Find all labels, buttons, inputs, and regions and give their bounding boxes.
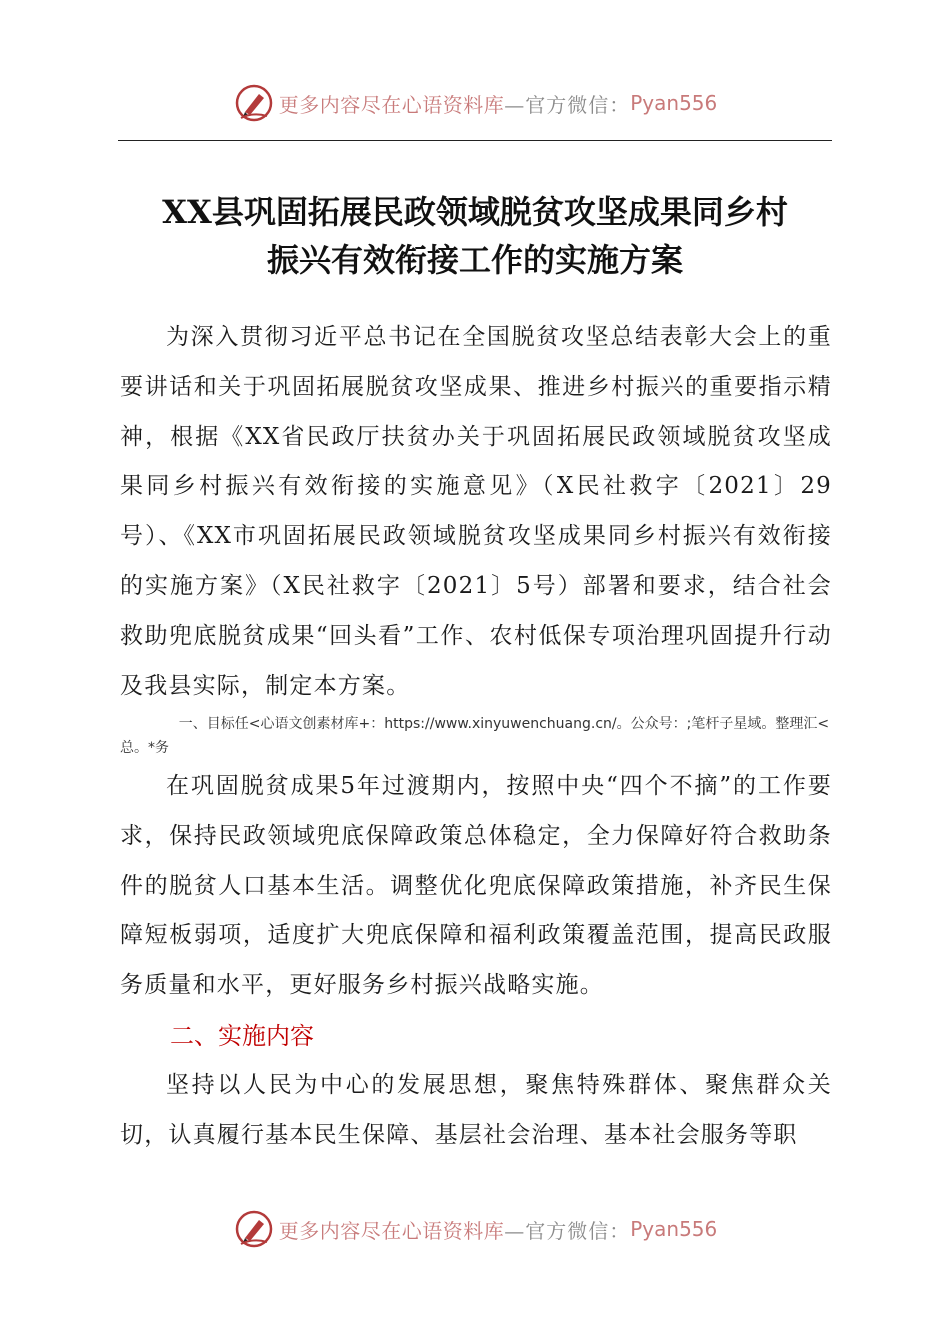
contents-paragraph: 坚持以人民为中心的发展思想，聚焦特殊群体、聚焦群众关切，认真履行基本民生保障、基层社会治理、基本社会服务等职 [120,1072,832,1148]
header-banner [0,78,950,128]
footer-wechat-label: —官方微信： [504,1218,631,1243]
footer-banner [0,1204,950,1254]
banner-wechat-account: Pyan556 [630,91,718,115]
intro-paragraph: 为深入贯彻习近平总书记在全国脱贫攻坚总结表彰大会上的重要讲话和关于巩固拓展脱贫攻坚成果、推进乡村振兴的重要指示精神，根据《XX省民政厅扶贫办关于巩固拓展民政领域脱贫攻坚成果同乡村振兴有效衔接的实施意见》（X民社救字〔2021〕29号）、《XX市巩固拓展民政领域脱贫攻坚成果同乡村振兴有效衔接的实施方案》（X民社救字〔2021〕5号）部署和要求，结合社会救助兜底脱贫成果“回头看”工作、农村低保专项治理巩固提升行动及我县实际，制定本方案。 [120,324,832,699]
header-divider [118,140,832,141]
title-line-1: XX县巩固拓展民政领域脱贫攻坚成果同乡村 [162,193,788,231]
goals-paragraph: 在巩固脱贫成果5年过渡期内，按照中央“四个不摘”的工作要求，保持民政领域兜底保障政策总体稳定，全力保障好符合救助条件的脱贫人口基本生活。调整优化兜底保障政策措施，补齐民生保障短板弱项，适度扩大兜底保障和福利政策覆盖范围，提高民政服务质量和水平，更好服务乡村振兴战略实施。 [120,773,832,999]
pen-nib-circle-icon [233,1208,275,1250]
pen-nib-circle-icon [233,82,275,124]
document-title [100,188,850,284]
section-two-heading: 二、实施内容 [170,1022,314,1050]
footer-wechat-account: Pyan556 [630,1217,718,1241]
section-one-heading-note: 一、目标任<心语文创素材库+：https://www.xinyuwenchuang.cn/。公众号：;笔杆子星域。整理汇<总。*务 [120,716,830,756]
banner-site-name: 更多内容尽在心语资料库 [278,92,505,117]
title-line-2: 振兴有效衔接工作的实施方案 [266,241,683,279]
banner-wechat-label: —官方微信： [504,92,631,117]
footer-site-name: 更多内容尽在心语资料库 [278,1218,505,1243]
